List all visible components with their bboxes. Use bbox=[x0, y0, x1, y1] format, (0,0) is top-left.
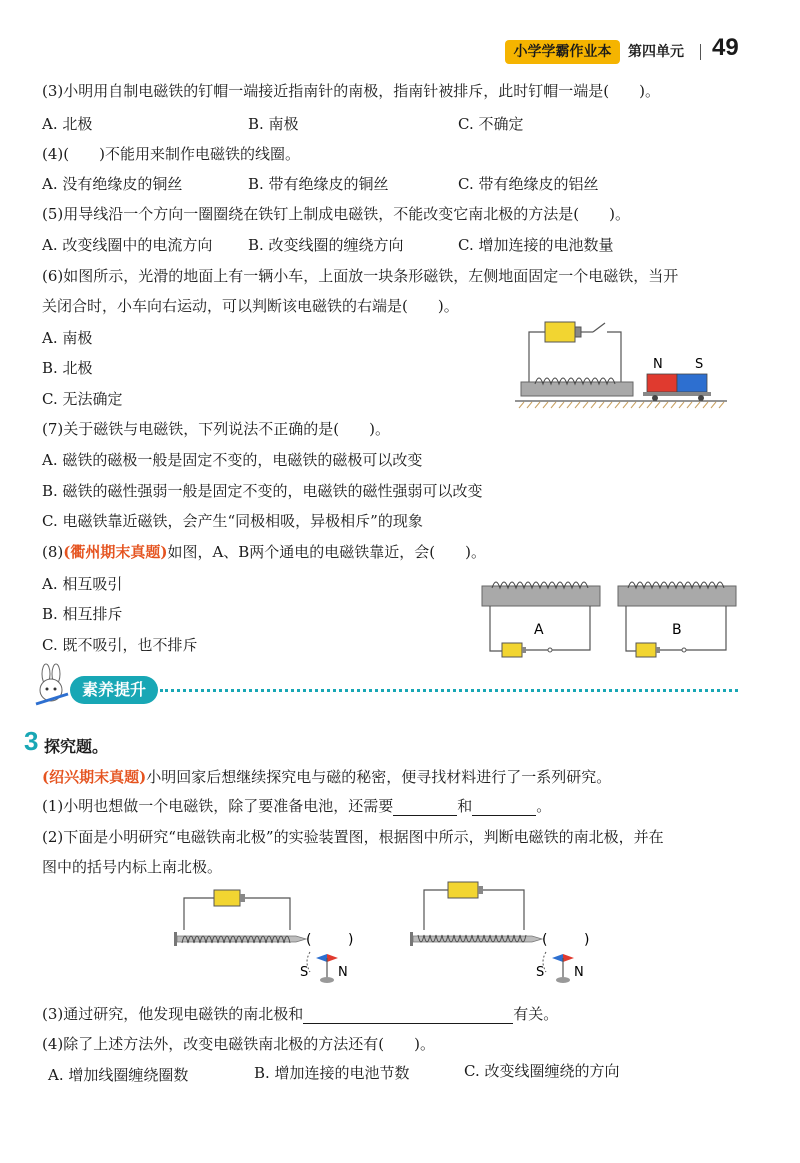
q6-option-c: C. 无法确定 bbox=[42, 390, 123, 408]
paren-left-close: ) bbox=[348, 932, 354, 948]
book-title-badge: 小学学霸作业本 bbox=[505, 40, 620, 64]
compass-left-s: S bbox=[300, 965, 309, 980]
section-banner: 素养提升 bbox=[70, 676, 158, 704]
q6-electromagnet-core bbox=[521, 382, 633, 396]
compass-base-left bbox=[320, 977, 334, 983]
q3-option-a: A. 北极 bbox=[42, 115, 93, 133]
q6-battery bbox=[545, 322, 575, 342]
q3-option-b: B. 南极 bbox=[248, 115, 299, 133]
section-title: 探究题。 bbox=[44, 737, 109, 756]
inquiry-p1-end: 。 bbox=[536, 797, 552, 815]
header-divider bbox=[700, 44, 701, 60]
inquiry-p4-stem: (4)除了上述方法外，改变电磁铁南北极的方法还有( )。 bbox=[42, 1035, 435, 1053]
q8-option-a: A. 相互吸引 bbox=[42, 575, 123, 593]
q6-battery-terminal bbox=[575, 327, 581, 337]
inquiry-p4-option-b: B. 增加连接的电池节数 bbox=[254, 1064, 410, 1082]
compass-needle-right-blue bbox=[552, 954, 563, 962]
paren-right-close: ) bbox=[584, 932, 590, 948]
compass-needle-right-red bbox=[563, 954, 574, 962]
q8-figure bbox=[480, 578, 740, 663]
q8-stem-text: 如图，A、B两个通电的电磁铁靠近，会( )。 bbox=[167, 543, 487, 561]
paren-left-open: ( bbox=[306, 932, 312, 948]
q5-option-b: B. 改变线圈的缠绕方向 bbox=[248, 236, 404, 254]
q6-wheel bbox=[652, 395, 658, 401]
q8-label-b: B bbox=[672, 622, 682, 638]
answer-blank-1[interactable] bbox=[393, 799, 457, 816]
q4-stem: (4)( )不能用来制作电磁铁的线圈。 bbox=[42, 145, 300, 163]
q8-battery-a bbox=[502, 643, 522, 657]
nail-head-left bbox=[174, 932, 177, 946]
compass-right-n: N bbox=[574, 965, 584, 980]
q5-option-c: C. 增加连接的电池数量 bbox=[458, 236, 614, 254]
q8-prefix: (8) bbox=[42, 543, 64, 561]
q3-stem: (3)小明用自制电磁铁的钉帽一端接近指南针的南极，指南针被排斥，此时钉帽一端是( )。 bbox=[42, 82, 660, 100]
section-number: 3 bbox=[24, 726, 39, 756]
q6-wheel bbox=[698, 395, 704, 401]
q8-option-c: C. 既不吸引，也不排斥 bbox=[42, 636, 198, 654]
inquiry-source-tag: (绍兴期末真题) bbox=[42, 768, 147, 786]
compass-left-n: N bbox=[338, 965, 348, 980]
inquiry-p3 bbox=[42, 1003, 558, 1024]
q8-stem bbox=[42, 541, 486, 562]
compass-needle-left-blue bbox=[316, 954, 327, 962]
inquiry-p4-option-a: A. 增加线圈缠绕圈数 bbox=[48, 1066, 189, 1084]
inquiry-p1-text: (1)小明也想做一个电磁铁，除了要准备电池，还需要 bbox=[42, 797, 394, 815]
compass-right-s: S bbox=[536, 965, 545, 980]
section-divider bbox=[160, 689, 738, 692]
q6-label-s: S bbox=[695, 357, 704, 372]
q6-switch bbox=[593, 323, 605, 332]
q8-magnet-b-core bbox=[618, 586, 736, 606]
q6-wire-right bbox=[607, 332, 621, 383]
q7-option-a: A. 磁铁的磁极一般是固定不变的，电磁铁的磁极可以改变 bbox=[42, 451, 423, 469]
q8-option-b: B. 相互排斥 bbox=[42, 605, 123, 623]
q6-figure bbox=[515, 318, 730, 413]
answer-blank-3[interactable] bbox=[303, 1007, 513, 1024]
q4-option-b: B. 带有绝缘皮的铜丝 bbox=[248, 175, 389, 193]
q6-ground-hatch bbox=[519, 402, 724, 408]
page-number: 49 bbox=[712, 34, 739, 61]
q6-stem-line2: 关闭合时，小车向右运动，可以判断该电磁铁的右端是( )。 bbox=[42, 297, 459, 315]
inquiry-p1 bbox=[42, 795, 551, 816]
inquiry-intro-text: 小明回家后想继续探究电与磁的秘密，便寻找材料进行了一系列研究。 bbox=[146, 768, 612, 786]
inquiry-p3-end: 有关。 bbox=[513, 1005, 559, 1023]
q3-option-c: C. 不确定 bbox=[458, 115, 524, 133]
q6-option-a: A. 南极 bbox=[42, 329, 93, 347]
unit-label: 第四单元 bbox=[628, 44, 684, 60]
q8-battery-b bbox=[636, 643, 656, 657]
q6-wire-left bbox=[529, 332, 545, 383]
inquiry-p4-option-c: C. 改变线圈缠绕的方向 bbox=[464, 1062, 620, 1080]
inquiry-p2-line2: 图中的括号内标上南北极。 bbox=[42, 858, 223, 876]
q6-option-b: B. 北极 bbox=[42, 359, 93, 377]
answer-blank-2[interactable] bbox=[472, 799, 536, 816]
q7-option-c: C. 电磁铁靠近磁铁，会产生“同极相吸，异极相斥”的现象 bbox=[42, 512, 423, 530]
q7-stem: (7)关于磁铁与电磁铁，下列说法不正确的是( )。 bbox=[42, 420, 390, 438]
inquiry-figure bbox=[170, 880, 610, 990]
q8-source-tag: (衢州期末真题) bbox=[63, 543, 168, 561]
compass-needle-left-red bbox=[327, 954, 338, 962]
inquiry-p1-and: 和 bbox=[457, 797, 473, 815]
q7-option-b: B. 磁铁的磁性强弱一般是固定不变的，电磁铁的磁性强弱可以改变 bbox=[42, 482, 483, 500]
q5-stem: (5)用导线沿一个方向一圈圈绕在铁钉上制成电磁铁，不能改变它南北极的方法是( )。 bbox=[42, 205, 630, 223]
q6-magnet-n bbox=[647, 374, 677, 392]
mascot-icon bbox=[34, 664, 74, 708]
q5-option-a: A. 改变线圈中的电流方向 bbox=[42, 236, 213, 254]
q4-option-c: C. 带有绝缘皮的铝丝 bbox=[458, 175, 599, 193]
q6-label-n: N bbox=[653, 357, 663, 372]
paren-right-open: ( bbox=[542, 932, 548, 948]
inquiry-p2-line1: (2)下面是小明研究“电磁铁南北极”的实验装置图，根据图中所示，判断电磁铁的南北极，并在 bbox=[42, 828, 664, 846]
inquiry-intro bbox=[42, 766, 611, 787]
q6-stem-line1: (6)如图所示，光滑的地面上有一辆小车，上面放一块条形磁铁，左侧地面固定一个电磁铁，当开 bbox=[42, 267, 679, 285]
q4-option-a: A. 没有绝缘皮的铜丝 bbox=[42, 175, 183, 193]
q8-magnet-a-core bbox=[482, 586, 600, 606]
q6-magnet-s bbox=[677, 374, 707, 392]
inquiry-battery-right bbox=[448, 882, 478, 898]
inquiry-p3-text: (3)通过研究，他发现电磁铁的南北极和 bbox=[42, 1005, 304, 1023]
q8-label-a: A bbox=[534, 622, 544, 638]
nail-head-right bbox=[410, 932, 413, 946]
compass-base-right bbox=[556, 977, 570, 983]
inquiry-battery-left bbox=[214, 890, 240, 906]
